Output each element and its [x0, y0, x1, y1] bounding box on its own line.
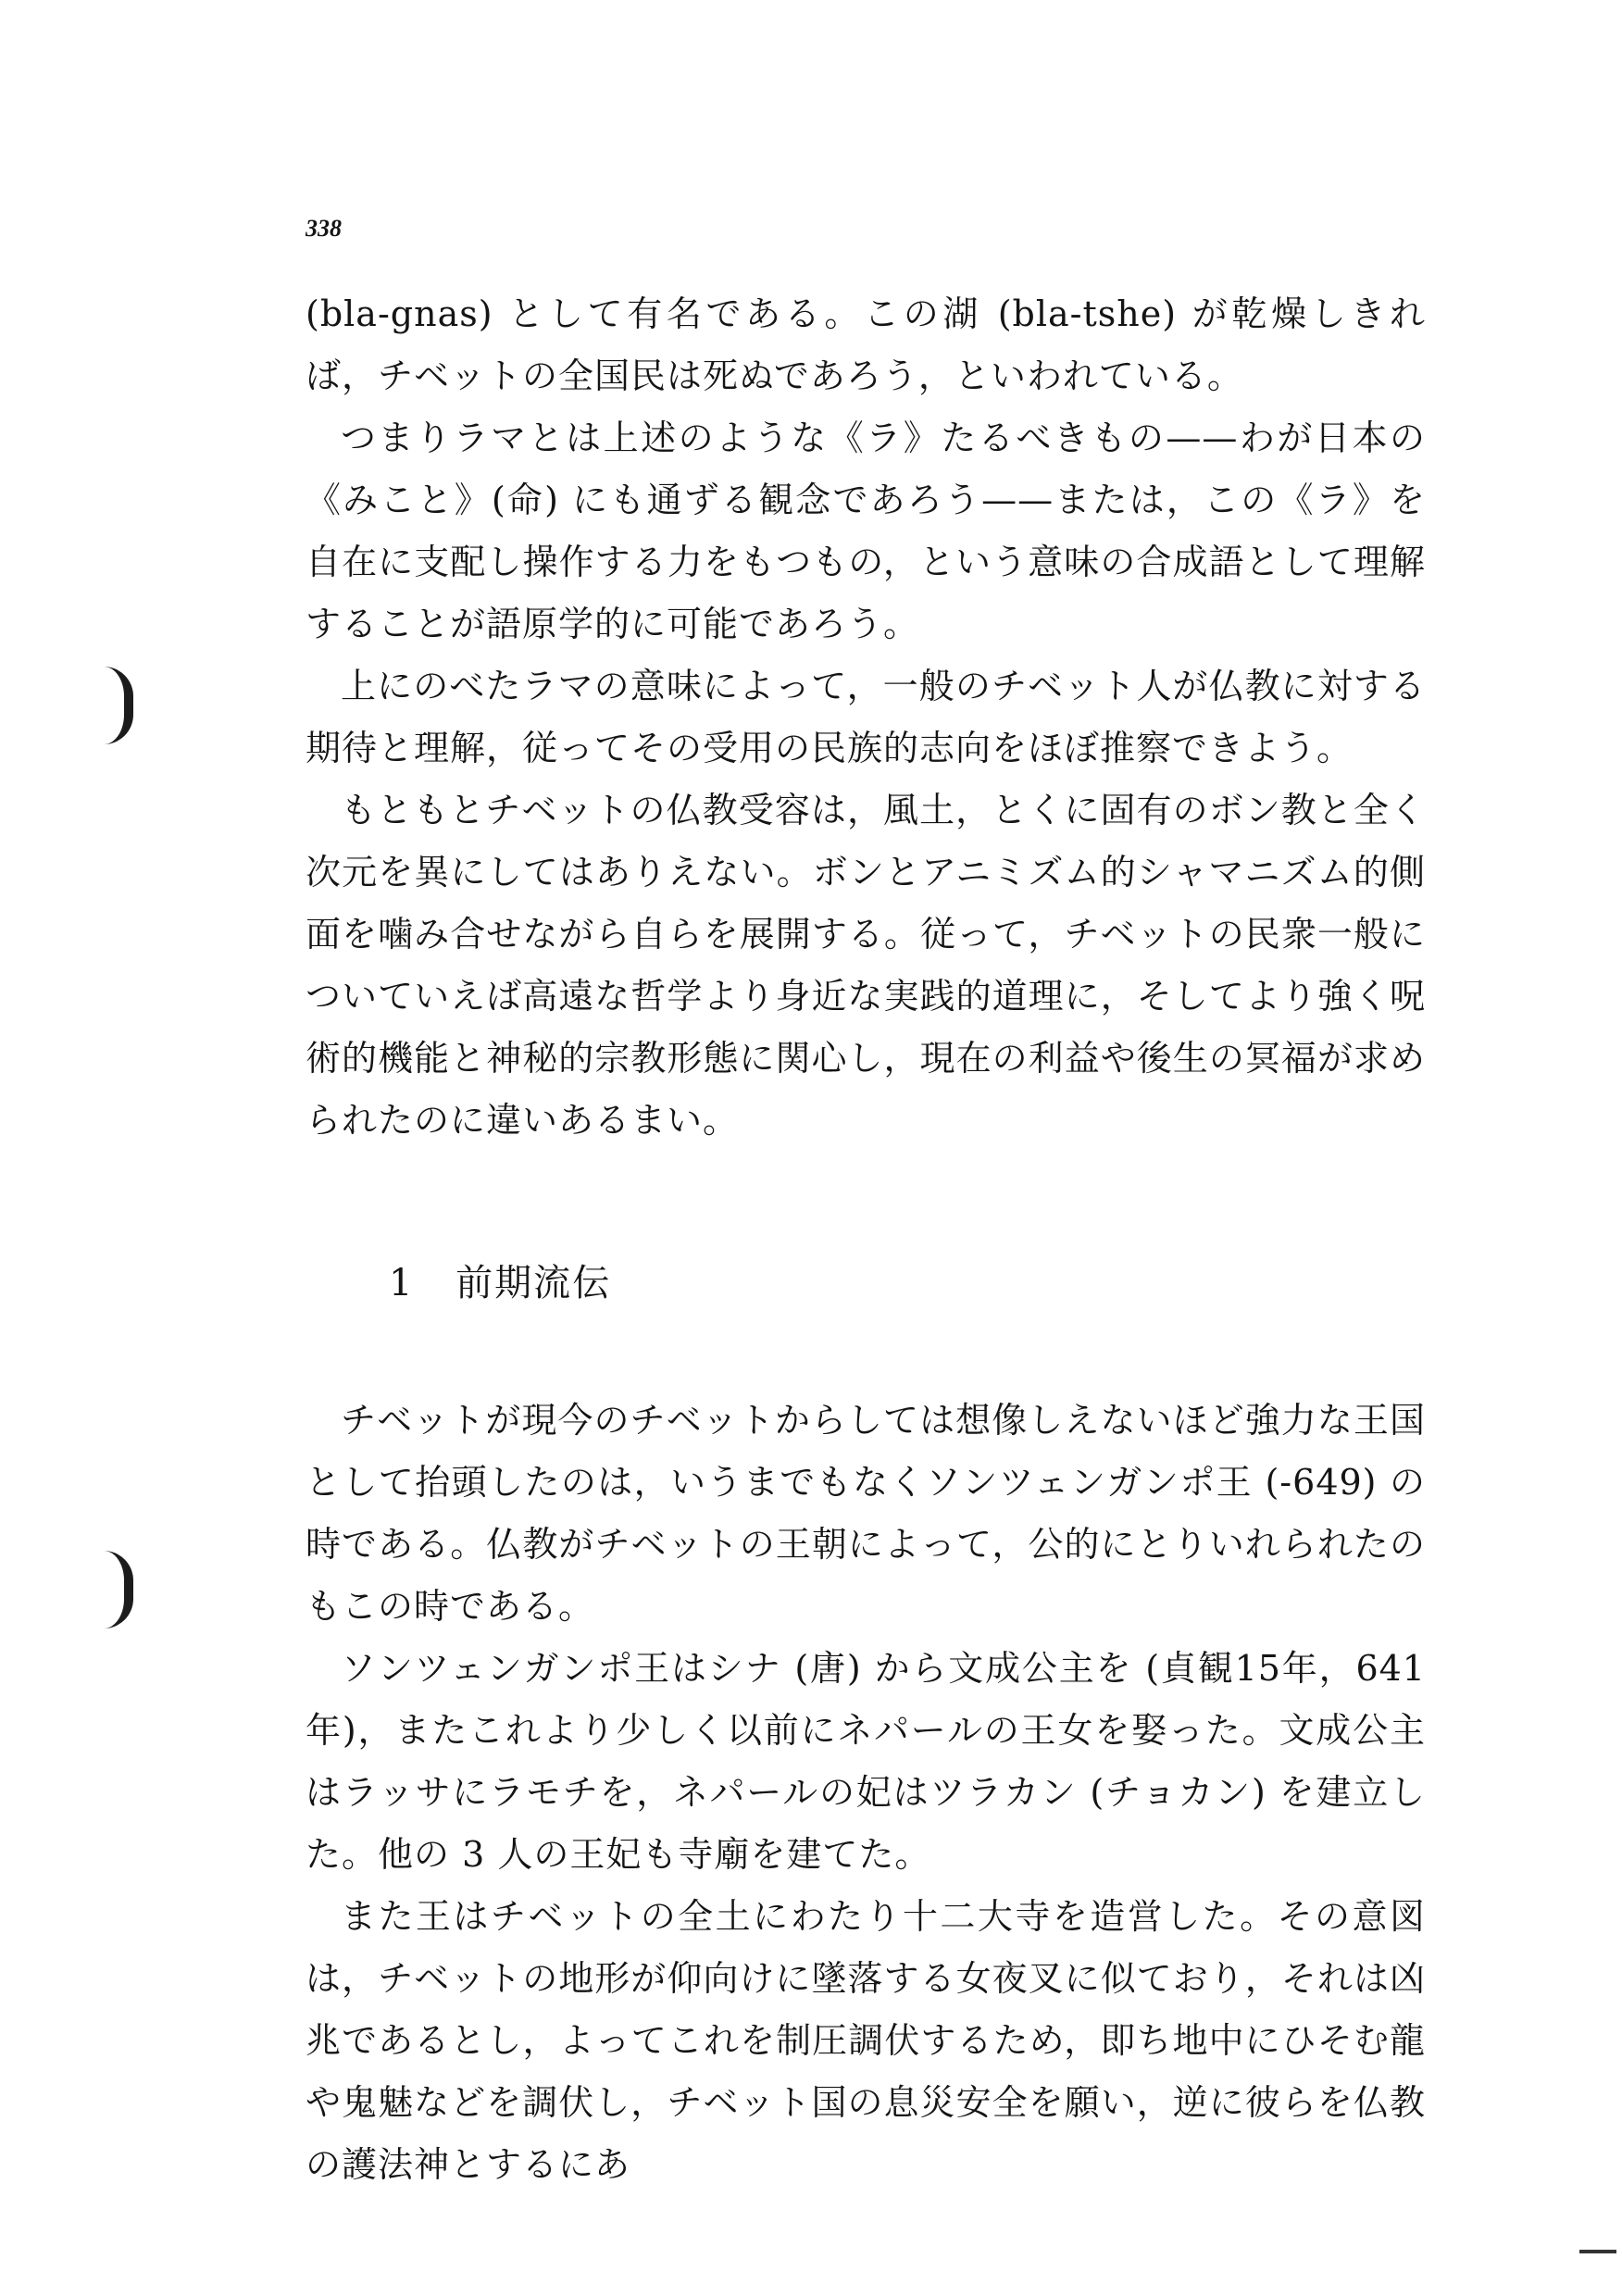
section-number: 1	[389, 1262, 415, 1304]
binding-hole-top	[104, 667, 133, 744]
paragraph: チベットが現今のチベットからしては想像しえないほど強力な王国として抬頭したのは，いうまでもなくソンツェンガンポ王 (-649) の時である。仏教がチベットの王朝によって，公的にとりいれられたのもこの時である。	[306, 1400, 1426, 1627]
paragraph: また王はチベットの全土にわたり十二大寺を造営した。その意図は，チベットの地形が仰向けに墜落する女夜叉に似ており，それは凶兆であるとし，よってこれを制圧調伏するため，即ち地中にひそむ龍や鬼魅などを調伏し，チベット国の息災安全を願い，逆に彼らを仏教の護法神とするにあ	[306, 1896, 1426, 2185]
binding-hole-bottom	[104, 1551, 133, 1628]
page-number: 338	[306, 215, 342, 242]
section-title: 前期流伝	[455, 1262, 612, 1304]
paragraph: ソンツェンガンポ王はシナ (唐) から文成公主を (貞観15年，641年)，またこれより少しく以前にネパールの王女を娶った。文成公主はラッサにラモチを，ネパールの妃はツラカン (チョカン) を建立した。他の 3 人の王妃も寺廟を建てた。	[306, 1648, 1426, 1875]
scan-mark	[1579, 2250, 1616, 2253]
paragraph: 上にのべたラマの意味によって，一般のチベット人が仏教に対する期待と理解，従ってその受用の民族的志向をほぼ推察できよう。	[306, 666, 1426, 768]
section-heading	[389, 1254, 1426, 1306]
text-column	[306, 283, 1426, 2196]
paragraph: つまりラマとは上述のような《ラ》たるべきもの——わが日本の《みこと》(命) にも通ずる観念であろう——または，この《ラ》を自在に支配し操作する力をもつもの，という意味の合成語として理解することが語原学的に可能であろう。	[306, 418, 1426, 644]
paragraph-continuation: (bla-gnas) として有名である。この湖 (bla-tshe) が乾燥しきれば，チベットの全国民は死ぬであろう，といわれている。	[306, 293, 1426, 396]
paragraph: もともとチベットの仏教受容は，風土，とくに固有のボン教と全く次元を異にしてはありえない。ボンとアニミズム的シャマニズム的側面を噛み合せながら自らを展開する。従って，チベットの民衆一般についていえば高遠な哲学より身近な実践的道理に，そしてより強く呪術的機能と神秘的宗教形態に関心し，現在の利益や後生の冥福が求められたのに違いあるまい。	[306, 790, 1426, 1141]
